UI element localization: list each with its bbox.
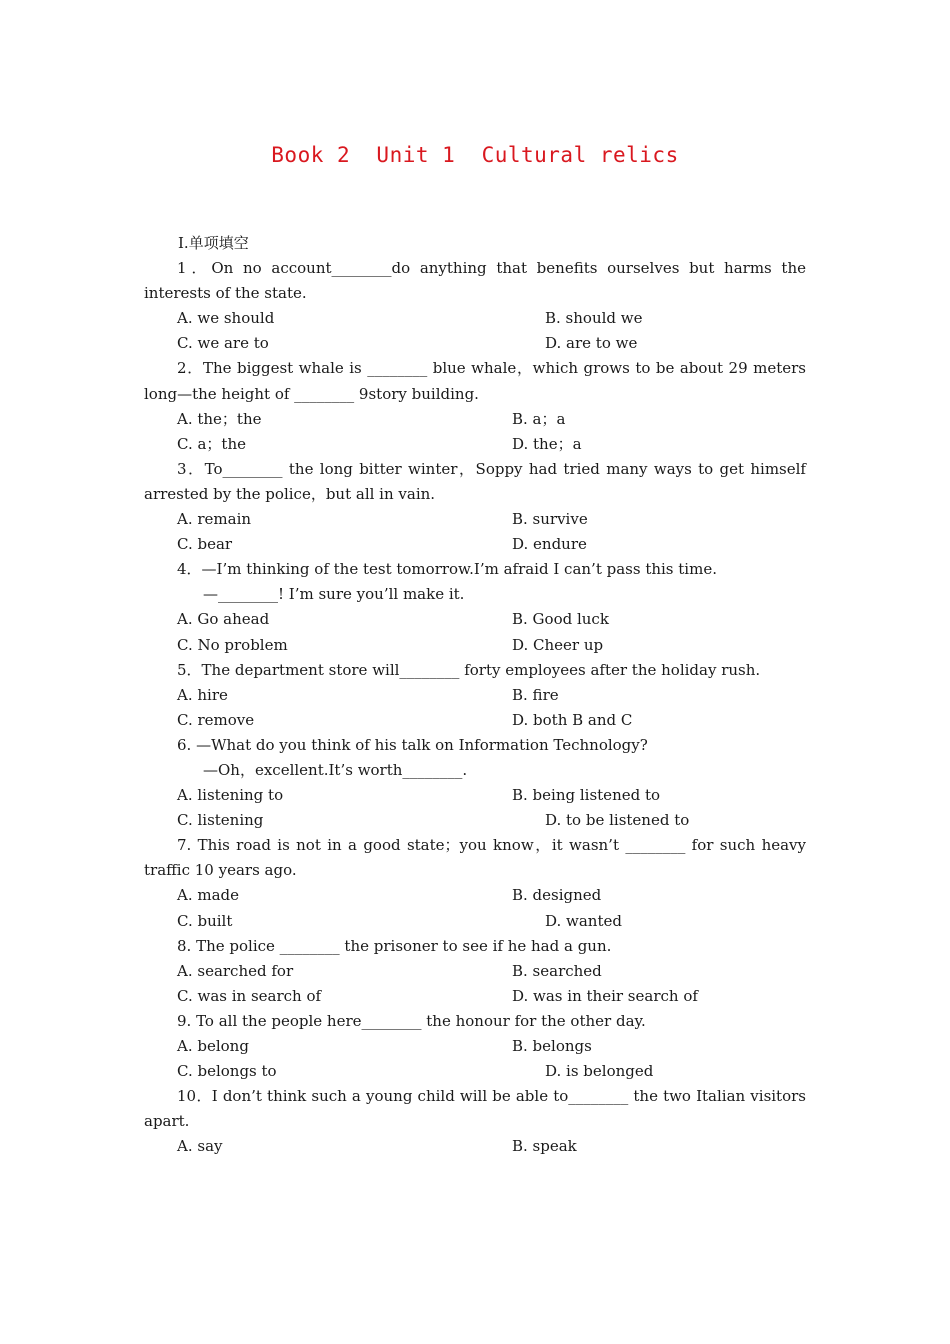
exercise-content xyxy=(144,231,806,1159)
option-row xyxy=(144,783,806,808)
option-row xyxy=(144,959,806,984)
option-row xyxy=(144,683,806,708)
option-a: A. made xyxy=(177,886,240,905)
question-2 xyxy=(144,356,806,456)
option-row xyxy=(144,1059,806,1084)
question-stem: 9. To all the people here________ the honour for the other day. xyxy=(177,1011,646,1030)
option-d: D. Cheer up xyxy=(512,635,604,654)
option-c: C. No problem xyxy=(177,635,288,654)
option-d: D. is belonged xyxy=(545,1062,654,1081)
option-c: C. a；the xyxy=(177,434,246,453)
question-stem: 2．The biggest whale is ________ blue whale，which grows to be about 29 meters long—the height of ________ 9story building. xyxy=(144,359,806,403)
option-d: D. wanted xyxy=(545,911,622,930)
option-b: B. searched xyxy=(512,961,602,980)
option-b: B. speak xyxy=(512,1137,577,1156)
option-row xyxy=(144,407,806,432)
option-row xyxy=(144,306,806,331)
option-row xyxy=(144,607,806,632)
question-stem: 7. This road is not in a good state；you know，it wasn’t ________ for such heavy traffic 10 years ago. xyxy=(144,836,806,880)
question-stem: 3．To________ the long bitter winter，Soppy had tried many ways to get himself arrested by the police，but all in vain. xyxy=(144,459,806,503)
question-9 xyxy=(144,1009,806,1084)
option-a: A. hire xyxy=(177,685,228,704)
option-b: B. fire xyxy=(512,685,559,704)
option-d: D. both B and C xyxy=(512,710,633,729)
option-b: B. Good luck xyxy=(512,610,609,629)
option-a: A. say xyxy=(177,1137,223,1156)
option-row xyxy=(144,808,806,833)
question-1 xyxy=(144,256,806,356)
option-row xyxy=(144,432,806,457)
question-10 xyxy=(144,1084,806,1159)
option-row xyxy=(144,1134,806,1159)
option-row xyxy=(144,331,806,356)
question-stem: 6. —What do you think of his talk on Information Technology? xyxy=(177,735,648,754)
question-stem: 1．On no account________do anything that benefits ourselves but harms the interests of the state. xyxy=(144,259,806,303)
option-b: B. belongs xyxy=(512,1037,592,1055)
page-title: Book 2 Unit 1 Cultural relics xyxy=(271,143,679,167)
option-b: B. a；a xyxy=(512,409,566,428)
section-heading: Ⅰ.单项填空 xyxy=(178,234,249,252)
question-continuation: —________! I’m sure you’ll make it. xyxy=(203,585,465,604)
option-b: B. survive xyxy=(512,510,588,529)
question-7 xyxy=(144,833,806,933)
option-row xyxy=(144,1034,806,1059)
option-c: C. we are to xyxy=(177,334,269,353)
option-d: D. are to we xyxy=(545,334,638,353)
option-a: A. Go ahead xyxy=(177,610,270,629)
option-a: A. we should xyxy=(177,309,275,328)
option-row xyxy=(144,633,806,658)
option-row xyxy=(144,532,806,557)
option-d: D. the；a xyxy=(512,434,582,453)
question-3 xyxy=(144,457,806,557)
question-stem: 4．—I’m thinking of the test tomorrow.I’m afraid I can’t pass this time. xyxy=(177,560,717,579)
option-b: B. should we xyxy=(545,309,643,328)
option-b: B. designed xyxy=(512,886,602,905)
question-stem: 10．I don’t think such a young child will be able to________ the two Italian visitors apart. xyxy=(144,1087,806,1131)
question-4 xyxy=(144,557,806,657)
option-a: A. belong xyxy=(177,1037,249,1055)
option-c: C. built xyxy=(177,911,233,930)
question-stem: 8. The police ________ the prisoner to see if he had a gun. xyxy=(177,936,612,955)
option-c: C. remove xyxy=(177,710,255,729)
option-c: C. belongs to xyxy=(177,1062,277,1081)
option-row xyxy=(144,883,806,908)
option-a: A. listening to xyxy=(177,786,284,805)
question-6 xyxy=(144,733,806,833)
option-c: C. bear xyxy=(177,535,233,554)
option-a: A. the；the xyxy=(177,409,262,428)
option-d: D. endure xyxy=(512,535,587,554)
option-a: A. searched for xyxy=(177,961,294,980)
question-8 xyxy=(144,934,806,1009)
option-row xyxy=(144,909,806,934)
option-d: D. to be listened to xyxy=(545,811,690,830)
option-c: C. listening xyxy=(177,811,264,830)
option-a: A. remain xyxy=(177,510,252,529)
question-5 xyxy=(144,658,806,733)
option-d: D. was in their search of xyxy=(512,986,698,1005)
option-row xyxy=(144,507,806,532)
option-c: C. was in search of xyxy=(177,986,322,1005)
question-continuation: —Oh，excellent.It’s worth________. xyxy=(203,760,468,779)
option-row xyxy=(144,984,806,1009)
option-row xyxy=(144,708,806,733)
question-stem: 5．The department store will________ forty employees after the holiday rush. xyxy=(177,660,761,679)
option-b: B. being listened to xyxy=(512,786,661,805)
